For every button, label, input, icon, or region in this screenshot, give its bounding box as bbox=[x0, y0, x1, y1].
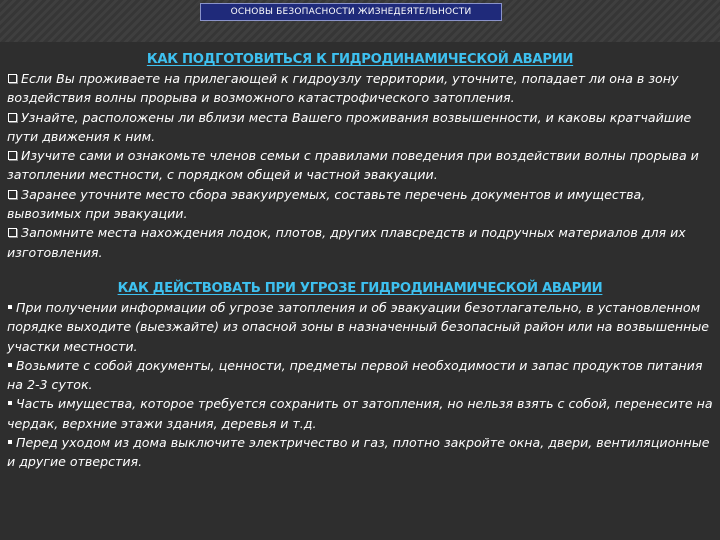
header-title: ОСНОВЫ БЕЗОПАСНОСТИ ЖИЗНЕДЕЯТЕЛЬНОСТИ bbox=[230, 7, 472, 17]
list-item bbox=[7, 356, 713, 395]
square-bullet-icon bbox=[8, 401, 12, 405]
list-item-text: Возьмите с собой документы, ценности, предметы первой необходимости и запас продуктов питания на 2-3 суток. bbox=[7, 357, 703, 393]
list-item-text: Заранее уточните место сбора эвакуируемых, составьте перечень документов и имущества, вывозимых при эвакуации. bbox=[7, 186, 646, 222]
list-item-text: Если Вы проживаете на прилегающей к гидроузлу территории, уточните, попадает ли она в зону воздействия волны прорыва и возможного катастрофического затопления. bbox=[7, 71, 679, 106]
list-item-text: Часть имущества, которое требуется сохранить от затопления, но нельзя взять с собой, перенесите на чердак, верхние этажи здания, деревья и т.д. bbox=[7, 396, 713, 431]
checkbox-icon bbox=[8, 228, 17, 237]
list-item-text: Узнайте, расположены ли вблизи места Вашего проживания возвышенности, и каковы кратчайшие пути движения к ним. bbox=[7, 109, 692, 144]
section-title-prepare: КАК ПОДГОТОВИТЬСЯ К ГИДРОДИНАМИЧЕСКОЙ АВАРИИ bbox=[146, 52, 574, 67]
header-title-bar bbox=[200, 3, 502, 21]
checkbox-icon bbox=[8, 113, 17, 122]
list-item-text: Изучите сами и ознакомьте членов семьи с правилами поведения при воздействии волны прорыва и затоплении местности, с порядком общей и частной эвакуации. bbox=[7, 148, 699, 183]
square-bullet-icon bbox=[8, 363, 12, 367]
list-item bbox=[7, 433, 713, 472]
checkbox-icon bbox=[8, 190, 17, 199]
checkbox-icon bbox=[8, 151, 17, 160]
checkbox-icon bbox=[8, 74, 17, 83]
list-item bbox=[7, 146, 713, 185]
list-item-text: Запомните места нахождения лодок, плотов, других плавсредств и подручных материалов для их изготовления. bbox=[7, 225, 686, 260]
square-bullet-icon bbox=[8, 440, 12, 444]
list-item bbox=[7, 69, 713, 108]
list-item bbox=[7, 185, 713, 224]
list-item-text: При получении информации об угрозе затопления и об эвакуации безотлагательно, в установленном порядке выходите (выезжайте) из опасной зоны в назначенный безопасный район или на возвышенные участки местности. bbox=[7, 299, 710, 354]
list-item bbox=[7, 223, 713, 262]
section-title-act: КАК ДЕЙСТВОВАТЬ ПРИ УГРОЗЕ ГИДРОДИНАМИЧЕСКОЙ АВАРИИ bbox=[117, 280, 603, 296]
list-item bbox=[7, 108, 713, 147]
list-item bbox=[7, 298, 713, 356]
main-content bbox=[7, 50, 713, 472]
square-bullet-icon bbox=[8, 305, 12, 309]
list-item-text: Перед уходом из дома выключите электричество и газ, плотно закройте окна, двери, вентиляционные и другие отверстия. bbox=[7, 435, 710, 470]
list-item bbox=[7, 394, 713, 433]
